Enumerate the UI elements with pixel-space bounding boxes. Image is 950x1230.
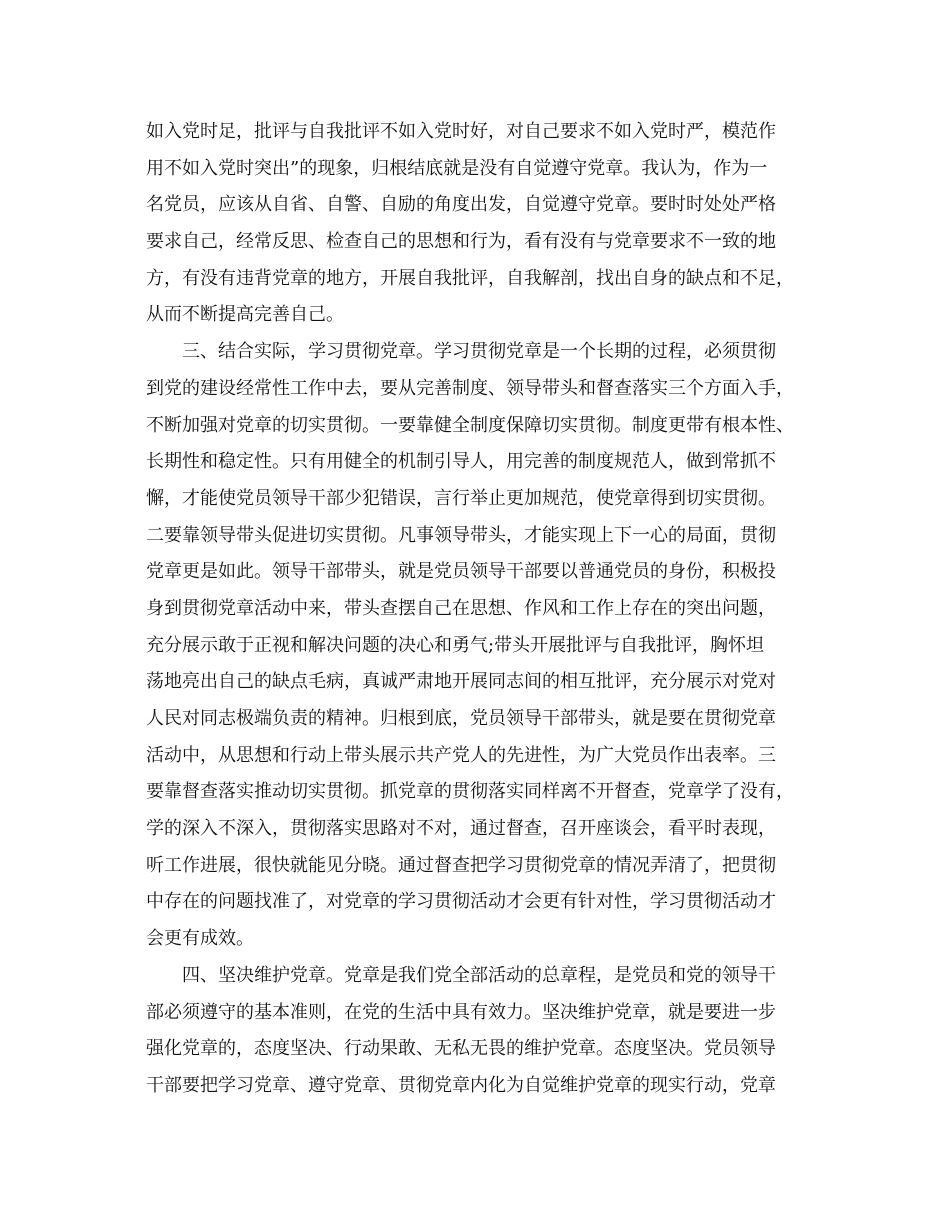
text-line: 三、结合实际，学习贯彻党章。学习贯彻党章是一个长期的过程，必须贯彻 xyxy=(182,341,776,363)
text-line: 要求自己，经常反思、检查自己的思想和行为，看有没有与党章要求不一致的地 xyxy=(146,231,776,253)
text-line: 用不如入党时突出”的现象，归根结底就是没有自觉遵守党章。我认为，作为一 xyxy=(146,157,768,179)
text-line: 人民对同志极端负责的精神。归根到底，党员领导干部带头，就是要在贯彻党章 xyxy=(146,708,776,729)
text-line: 活动中，从思想和行动上带头展示共产党人的先进性，为广大党员作出表率。三 xyxy=(146,744,776,766)
document-body xyxy=(146,114,811,1105)
text-line: 要靠督查落实推动切实贯彻。抓党章的贯彻落实同样离不开督查，党章学了没有， xyxy=(146,781,794,803)
text-line: 学的深入不深入，贯彻落实思路对不对，通过督查，召开座谈会，看平时表现， xyxy=(146,818,776,840)
text-line: 如入党时足，批评与自我批评不如入党时好，对自己要求不如入党时严，模范作 xyxy=(146,121,776,142)
text-line: 荡地亮出自己的缺点毛病，真诚严肃地开展同志间的相互批评，充分展示对党对 xyxy=(146,671,776,693)
text-line: 党章更是如此。领导干部带头，就是党员领导干部要以普通党员的身份，积极投 xyxy=(146,561,776,583)
text-line: 部必须遵守的基本准则，在党的生活中具有效力。坚决维护党章，就是要进一步 xyxy=(146,1001,776,1023)
text-line: 二要靠领导带头促进切实贯彻。凡事领导带头，才能实现上下一心的局面，贯彻 xyxy=(146,524,776,546)
text-line: 到党的建设经常性工作中去，要从完善制度、领导带头和督查落实三个方面入手， xyxy=(146,377,794,399)
text-line: 干部要把学习党章、遵守党章、贯彻党章内化为自觉维护党章的现实行动，党章 xyxy=(146,1074,776,1096)
text-line: 身到贯彻党章活动中来，带头查摆自己在思想、作风和工作上存在的突出问题， xyxy=(146,597,776,619)
text-line: 懈，才能使党员领导干部少犯错误，言行举止更加规范，使党章得到切实贯彻。 xyxy=(146,487,776,509)
text-line: 充分展示敢于正视和解决问题的决心和勇气;带头开展批评与自我批评，胸怀坦 xyxy=(146,634,765,656)
text-line: 不断加强对党章的切实贯彻。一要靠健全制度保障切实贯彻。制度更带有根本性、 xyxy=(146,414,794,436)
text-line: 强化党章的，态度坚决、行动果敢、无私无畏的维护党章。态度坚决。党员领导 xyxy=(146,1038,776,1060)
text-line: 长期性和稳定性。只有用健全的机制引导人，用完善的制度规范人，做到常抓不 xyxy=(146,451,776,473)
text-line: 听工作进展，很快就能见分晓。通过督查把学习贯彻党章的情况弄清了，把贯彻 xyxy=(146,854,776,876)
text-line: 会更有成效。 xyxy=(146,928,254,950)
text-line: 从而不断提高完善自己。 xyxy=(146,304,344,326)
text-line: 名党员，应该从自省、自警、自励的角度出发，自觉遵守党章。要时时处处严格 xyxy=(146,194,776,216)
text-line: 中存在的问题找准了，对党章的学习贯彻活动才会更有针对性，学习贯彻活动才 xyxy=(146,891,776,913)
text-line: 方，有没有违背党章的地方，开展自我批评，自我解剖，找出自身的缺点和不足， xyxy=(146,267,794,289)
text-line: 四、坚决维护党章。党章是我们党全部活动的总章程，是党员和党的领导干 xyxy=(182,964,776,986)
